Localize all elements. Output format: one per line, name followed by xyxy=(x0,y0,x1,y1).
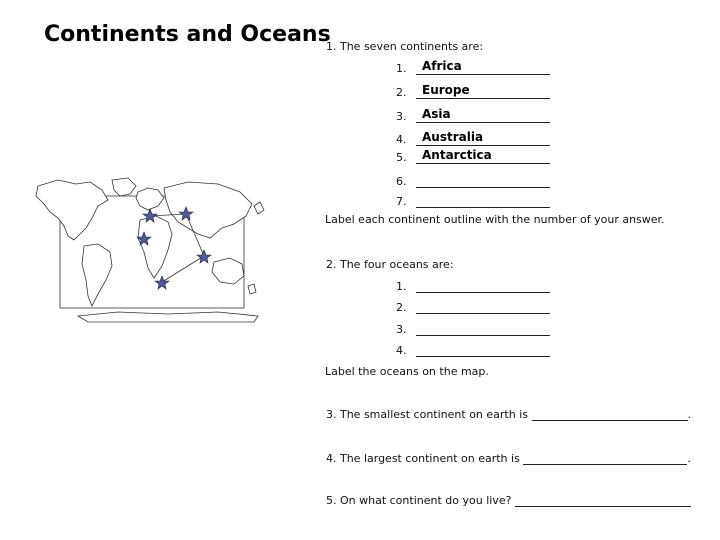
island-outline xyxy=(248,284,256,294)
largest-continent-blank[interactable] xyxy=(523,453,687,465)
item-number: 6. xyxy=(396,175,407,188)
ocean-blank-2[interactable] xyxy=(416,300,550,314)
item-number: 7. xyxy=(396,195,407,208)
question-3-text: 3. The smallest continent on earth is xyxy=(326,408,528,421)
question-5-text: 5. On what continent do you live? xyxy=(326,494,512,507)
item-number: 4. xyxy=(396,344,407,357)
continent-blank-1[interactable] xyxy=(416,61,550,75)
continent-answer-row xyxy=(396,174,550,188)
continent-blank-4[interactable] xyxy=(416,132,550,146)
question-5 xyxy=(326,494,691,507)
south-america-outline xyxy=(82,244,112,306)
answer-text: Europe xyxy=(422,83,470,97)
question-4-text: 4. The largest continent on earth is xyxy=(326,452,520,465)
item-number: 2. xyxy=(396,301,407,314)
europe-outline xyxy=(136,188,164,210)
smallest-continent-blank[interactable] xyxy=(532,409,688,421)
question-3-end: . xyxy=(687,408,691,421)
north-america-outline xyxy=(36,180,108,240)
island-outline xyxy=(254,202,264,214)
item-number: 1. xyxy=(396,280,407,293)
continent-blank-2[interactable] xyxy=(416,85,550,99)
australia-outline xyxy=(212,258,244,284)
item-number: 3. xyxy=(396,110,407,123)
ocean-answer-row xyxy=(396,279,550,293)
ocean-answer-row xyxy=(396,343,550,357)
africa-outline xyxy=(138,216,172,278)
ocean-blank-3[interactable] xyxy=(416,322,550,336)
answer-text: Antarctica xyxy=(422,148,492,162)
item-number: 2. xyxy=(396,86,407,99)
ocean-answer-row xyxy=(396,300,550,314)
ocean-answer-row xyxy=(396,322,550,336)
continent-answer-row xyxy=(396,194,550,208)
continent-blank-5[interactable] xyxy=(416,150,550,164)
continent-answer-row xyxy=(396,85,550,99)
question-3 xyxy=(326,408,691,421)
world-map xyxy=(28,176,268,326)
question-1-prompt: 1. The seven continents are: xyxy=(326,40,484,53)
question-1-instruction: Label each continent outline with the number of your answer. xyxy=(325,213,665,226)
greenland-outline xyxy=(112,178,136,196)
answer-text: Asia xyxy=(422,107,451,121)
continent-answer-row xyxy=(396,150,550,164)
continent-blank-7[interactable] xyxy=(416,194,550,208)
question-4-end: . xyxy=(687,452,691,465)
star-marker-icon xyxy=(197,250,211,263)
item-number: 4. xyxy=(396,133,407,146)
home-continent-blank[interactable] xyxy=(515,495,691,507)
page-title: Continents and Oceans xyxy=(44,22,331,47)
answer-text: Africa xyxy=(422,59,462,73)
question-2-instruction: Label the oceans on the map. xyxy=(325,365,489,378)
continent-blank-6[interactable] xyxy=(416,174,550,188)
question-2-prompt: 2. The four oceans are: xyxy=(326,258,454,271)
continent-answer-row xyxy=(396,132,550,146)
continent-answer-row xyxy=(396,109,550,123)
ocean-blank-1[interactable] xyxy=(416,279,550,293)
star-marker-icon xyxy=(155,276,169,289)
item-number: 3. xyxy=(396,323,407,336)
continent-answer-row xyxy=(396,61,550,75)
continent-blank-3[interactable] xyxy=(416,109,550,123)
question-4 xyxy=(326,452,691,465)
ocean-blank-4[interactable] xyxy=(416,343,550,357)
item-number: 5. xyxy=(396,151,407,164)
asia-outline xyxy=(164,182,252,238)
answer-text: Australia xyxy=(422,130,484,144)
antarctica-outline xyxy=(78,312,258,322)
item-number: 1. xyxy=(396,62,407,75)
